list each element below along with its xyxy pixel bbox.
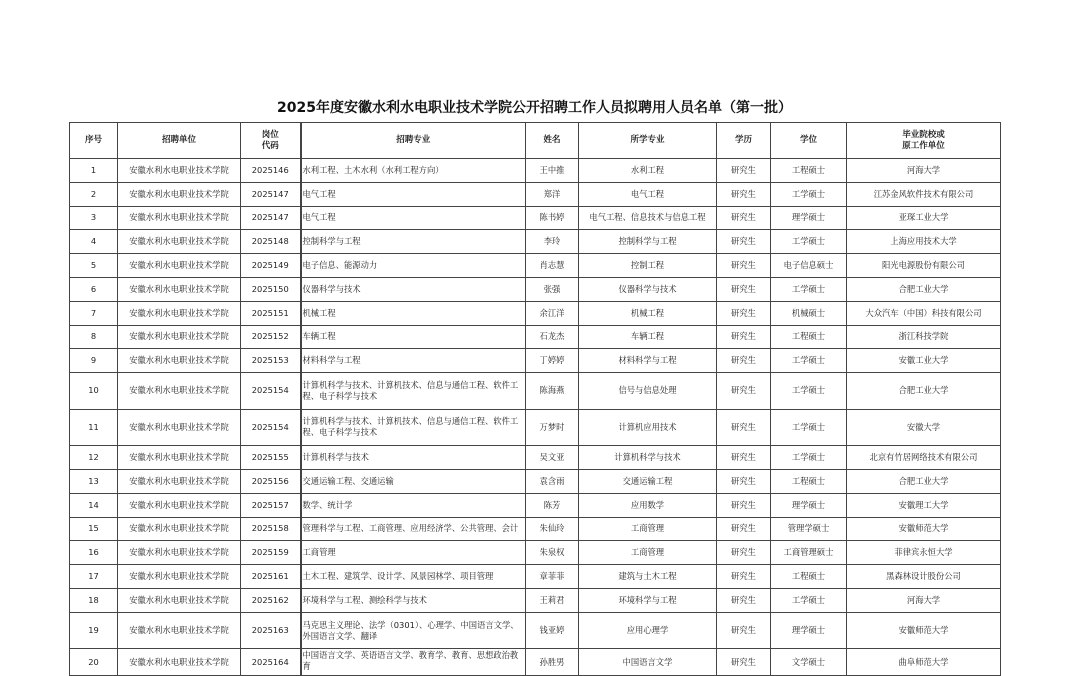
cell-col-degree: 工学硕士 bbox=[771, 409, 847, 446]
cell-col-school: 合肥工业大学 bbox=[847, 277, 1001, 301]
cell-col-required-major: 电子信息、能源动力 bbox=[301, 254, 526, 278]
table-row bbox=[70, 612, 1001, 649]
cell-col-education: 研究生 bbox=[717, 409, 771, 446]
cell-col-required-major: 车辆工程 bbox=[301, 325, 526, 349]
cell-col-index: 19 bbox=[70, 612, 118, 649]
cell-col-school: 曲阜师范大学 bbox=[847, 649, 1001, 676]
cell-col-unit: 安徽水利水电职业技术学院 bbox=[118, 446, 241, 470]
cell-col-studied-major: 信号与信息处理 bbox=[579, 373, 717, 410]
cell-col-post-code: 2025148 bbox=[241, 230, 301, 254]
cell-col-education: 研究生 bbox=[717, 254, 771, 278]
cell-col-post-code: 2025147 bbox=[241, 206, 301, 230]
cell-col-education: 研究生 bbox=[717, 469, 771, 493]
header-col-degree: 学位 bbox=[771, 123, 847, 159]
cell-col-index: 3 bbox=[70, 206, 118, 230]
cell-col-studied-major: 仪器科学与技术 bbox=[579, 277, 717, 301]
cell-col-required-major: 计算机科学与技术、计算机技术、信息与通信工程、软件工程、电子科学与技术 bbox=[301, 409, 526, 446]
cell-col-school: 菲律宾永恒大学 bbox=[847, 541, 1001, 565]
cell-col-index: 8 bbox=[70, 325, 118, 349]
cell-col-index: 20 bbox=[70, 649, 118, 676]
cell-col-name: 吴文亚 bbox=[526, 446, 579, 470]
cell-col-index: 13 bbox=[70, 469, 118, 493]
cell-col-education: 研究生 bbox=[717, 206, 771, 230]
cell-col-name: 张强 bbox=[526, 277, 579, 301]
cell-col-school: 安徽工业大学 bbox=[847, 349, 1001, 373]
cell-col-education: 研究生 bbox=[717, 325, 771, 349]
table-row bbox=[70, 446, 1001, 470]
cell-col-unit: 安徽水利水电职业技术学院 bbox=[118, 325, 241, 349]
cell-col-education: 研究生 bbox=[717, 301, 771, 325]
cell-col-post-code: 2025151 bbox=[241, 301, 301, 325]
cell-col-required-major: 机械工程 bbox=[301, 301, 526, 325]
cell-col-unit: 安徽水利水电职业技术学院 bbox=[118, 206, 241, 230]
cell-col-education: 研究生 bbox=[717, 230, 771, 254]
cell-col-required-major: 中国语言文学、英语语言文学、教育学、教育、思想政治教育 bbox=[301, 649, 526, 676]
cell-col-education: 研究生 bbox=[717, 612, 771, 649]
cell-col-degree: 工学硕士 bbox=[771, 446, 847, 470]
header-col-index: 序号 bbox=[70, 123, 118, 159]
cell-col-school: 江苏金风软件技术有限公司 bbox=[847, 182, 1001, 206]
cell-col-post-code: 2025155 bbox=[241, 446, 301, 470]
cell-col-studied-major: 车辆工程 bbox=[579, 325, 717, 349]
cell-col-index: 7 bbox=[70, 301, 118, 325]
cell-col-unit: 安徽水利水电职业技术学院 bbox=[118, 612, 241, 649]
cell-col-required-major: 材料科学与工程 bbox=[301, 349, 526, 373]
cell-col-studied-major: 工商管理 bbox=[579, 541, 717, 565]
cell-col-school: 黑森林设计股份公司 bbox=[847, 565, 1001, 589]
cell-col-name: 郑洋 bbox=[526, 182, 579, 206]
table-row bbox=[70, 469, 1001, 493]
cell-col-school: 亚琛工业大学 bbox=[847, 206, 1001, 230]
cell-col-index: 9 bbox=[70, 349, 118, 373]
cell-col-post-code: 2025150 bbox=[241, 277, 301, 301]
cell-col-studied-major: 建筑与土木工程 bbox=[579, 565, 717, 589]
cell-col-unit: 安徽水利水电职业技术学院 bbox=[118, 565, 241, 589]
table-header-row bbox=[70, 123, 1001, 159]
cell-col-required-major: 数学、统计学 bbox=[301, 493, 526, 517]
cell-col-index: 12 bbox=[70, 446, 118, 470]
table-row bbox=[70, 230, 1001, 254]
cell-col-unit: 安徽水利水电职业技术学院 bbox=[118, 409, 241, 446]
cell-col-school: 安徽师范大学 bbox=[847, 612, 1001, 649]
cell-col-education: 研究生 bbox=[717, 517, 771, 541]
cell-col-required-major: 仪器科学与技术 bbox=[301, 277, 526, 301]
cell-col-post-code: 2025153 bbox=[241, 349, 301, 373]
table-row bbox=[70, 541, 1001, 565]
cell-col-unit: 安徽水利水电职业技术学院 bbox=[118, 159, 241, 183]
cell-col-name: 钱亚婷 bbox=[526, 612, 579, 649]
cell-col-degree: 工程硕士 bbox=[771, 565, 847, 589]
header-col-studied-major: 所学专业 bbox=[579, 123, 717, 159]
cell-col-name: 丁婷婷 bbox=[526, 349, 579, 373]
cell-col-index: 17 bbox=[70, 565, 118, 589]
table-row bbox=[70, 206, 1001, 230]
hiring-table bbox=[69, 122, 1001, 676]
cell-col-required-major: 环境科学与工程、测绘科学与技术 bbox=[301, 588, 526, 612]
cell-col-school: 安徽理工大学 bbox=[847, 493, 1001, 517]
header-col-unit: 招聘单位 bbox=[118, 123, 241, 159]
table-row bbox=[70, 325, 1001, 349]
cell-col-studied-major: 机械工程 bbox=[579, 301, 717, 325]
cell-col-education: 研究生 bbox=[717, 373, 771, 410]
cell-col-school: 安徽师范大学 bbox=[847, 517, 1001, 541]
header-col-post-code: 岗位 代码 bbox=[241, 123, 301, 159]
cell-col-school: 安徽大学 bbox=[847, 409, 1001, 446]
cell-col-school: 合肥工业大学 bbox=[847, 373, 1001, 410]
table-row bbox=[70, 517, 1001, 541]
cell-col-index: 18 bbox=[70, 588, 118, 612]
cell-col-required-major: 马克思主义理论、法学（0301）、心理学、中国语言文学、外国语言文学、翻译 bbox=[301, 612, 526, 649]
cell-col-education: 研究生 bbox=[717, 277, 771, 301]
cell-col-post-code: 2025162 bbox=[241, 588, 301, 612]
cell-col-name: 袁含雨 bbox=[526, 469, 579, 493]
cell-col-index: 2 bbox=[70, 182, 118, 206]
cell-col-name: 陈芳 bbox=[526, 493, 579, 517]
cell-col-school: 阳光电源股份有限公司 bbox=[847, 254, 1001, 278]
cell-col-studied-major: 电气工程、信息技术与信息工程 bbox=[579, 206, 717, 230]
cell-col-school: 河海大学 bbox=[847, 159, 1001, 183]
cell-col-name: 李玲 bbox=[526, 230, 579, 254]
cell-col-education: 研究生 bbox=[717, 446, 771, 470]
header-col-school: 毕业院校或 原工作单位 bbox=[847, 123, 1001, 159]
cell-col-unit: 安徽水利水电职业技术学院 bbox=[118, 301, 241, 325]
cell-col-required-major: 工商管理 bbox=[301, 541, 526, 565]
cell-col-degree: 工程硕士 bbox=[771, 159, 847, 183]
header-col-required-major: 招聘专业 bbox=[301, 123, 526, 159]
cell-col-school: 河海大学 bbox=[847, 588, 1001, 612]
cell-col-post-code: 2025149 bbox=[241, 254, 301, 278]
cell-col-name: 陈海燕 bbox=[526, 373, 579, 410]
table-row bbox=[70, 649, 1001, 676]
cell-col-name: 朱仙玲 bbox=[526, 517, 579, 541]
cell-col-name: 万梦时 bbox=[526, 409, 579, 446]
table-row bbox=[70, 493, 1001, 517]
cell-col-degree: 电子信息硕士 bbox=[771, 254, 847, 278]
cell-col-degree: 工学硕士 bbox=[771, 277, 847, 301]
cell-col-post-code: 2025164 bbox=[241, 649, 301, 676]
cell-col-required-major: 计算机科学与技术、计算机技术、信息与通信工程、软件工程、电子科学与技术 bbox=[301, 373, 526, 410]
cell-col-name: 孙胜男 bbox=[526, 649, 579, 676]
cell-col-studied-major: 计算机应用技术 bbox=[579, 409, 717, 446]
cell-col-unit: 安徽水利水电职业技术学院 bbox=[118, 254, 241, 278]
table-row bbox=[70, 373, 1001, 410]
cell-col-required-major: 计算机科学与技术 bbox=[301, 446, 526, 470]
cell-col-education: 研究生 bbox=[717, 349, 771, 373]
cell-col-unit: 安徽水利水电职业技术学院 bbox=[118, 469, 241, 493]
cell-col-index: 10 bbox=[70, 373, 118, 410]
cell-col-index: 4 bbox=[70, 230, 118, 254]
cell-col-name: 石龙杰 bbox=[526, 325, 579, 349]
cell-col-unit: 安徽水利水电职业技术学院 bbox=[118, 649, 241, 676]
cell-col-studied-major: 工商管理 bbox=[579, 517, 717, 541]
cell-col-education: 研究生 bbox=[717, 588, 771, 612]
table-row bbox=[70, 182, 1001, 206]
cell-col-unit: 安徽水利水电职业技术学院 bbox=[118, 349, 241, 373]
cell-col-degree: 工学硕士 bbox=[771, 349, 847, 373]
cell-col-index: 6 bbox=[70, 277, 118, 301]
cell-col-name: 余江洋 bbox=[526, 301, 579, 325]
cell-col-degree: 工学硕士 bbox=[771, 373, 847, 410]
document-title: 2025年度安徽水利水电职业技术学院公开招聘工作人员拟聘用人员名单（第一批） bbox=[277, 100, 792, 116]
cell-col-required-major: 土木工程、建筑学、设计学、风景园林学、项目管理 bbox=[301, 565, 526, 589]
cell-col-name: 王莉君 bbox=[526, 588, 579, 612]
cell-col-unit: 安徽水利水电职业技术学院 bbox=[118, 230, 241, 254]
cell-col-post-code: 2025156 bbox=[241, 469, 301, 493]
cell-col-index: 14 bbox=[70, 493, 118, 517]
cell-col-school: 北京有竹居网络技术有限公司 bbox=[847, 446, 1001, 470]
cell-col-post-code: 2025163 bbox=[241, 612, 301, 649]
table-row bbox=[70, 254, 1001, 278]
cell-col-required-major: 电气工程 bbox=[301, 182, 526, 206]
cell-col-degree: 理学硕士 bbox=[771, 612, 847, 649]
cell-col-degree: 管理学硕士 bbox=[771, 517, 847, 541]
table-row bbox=[70, 409, 1001, 446]
cell-col-required-major: 交通运输工程、交通运输 bbox=[301, 469, 526, 493]
cell-col-name: 陈书婷 bbox=[526, 206, 579, 230]
cell-col-name: 王中推 bbox=[526, 159, 579, 183]
cell-col-name: 朱泉权 bbox=[526, 541, 579, 565]
cell-col-post-code: 2025159 bbox=[241, 541, 301, 565]
cell-col-post-code: 2025147 bbox=[241, 182, 301, 206]
cell-col-name: 肖志慧 bbox=[526, 254, 579, 278]
cell-col-post-code: 2025157 bbox=[241, 493, 301, 517]
table-row bbox=[70, 349, 1001, 373]
cell-col-studied-major: 环境科学与工程 bbox=[579, 588, 717, 612]
cell-col-education: 研究生 bbox=[717, 182, 771, 206]
cell-col-index: 16 bbox=[70, 541, 118, 565]
header-col-education: 学历 bbox=[717, 123, 771, 159]
cell-col-unit: 安徽水利水电职业技术学院 bbox=[118, 588, 241, 612]
cell-col-school: 上海应用技术大学 bbox=[847, 230, 1001, 254]
cell-col-degree: 工学硕士 bbox=[771, 230, 847, 254]
cell-col-studied-major: 材料科学与工程 bbox=[579, 349, 717, 373]
cell-col-education: 研究生 bbox=[717, 541, 771, 565]
cell-col-post-code: 2025152 bbox=[241, 325, 301, 349]
cell-col-education: 研究生 bbox=[717, 565, 771, 589]
cell-col-studied-major: 中国语言文学 bbox=[579, 649, 717, 676]
cell-col-studied-major: 水利工程 bbox=[579, 159, 717, 183]
cell-col-degree: 工程硕士 bbox=[771, 325, 847, 349]
cell-col-degree: 工商管理硕士 bbox=[771, 541, 847, 565]
cell-col-required-major: 水利工程、土木水利（水利工程方向） bbox=[301, 159, 526, 183]
cell-col-studied-major: 控制科学与工程 bbox=[579, 230, 717, 254]
cell-col-post-code: 2025154 bbox=[241, 373, 301, 410]
cell-col-school: 合肥工业大学 bbox=[847, 469, 1001, 493]
cell-col-unit: 安徽水利水电职业技术学院 bbox=[118, 493, 241, 517]
cell-col-studied-major: 交通运输工程 bbox=[579, 469, 717, 493]
cell-col-post-code: 2025146 bbox=[241, 159, 301, 183]
cell-col-studied-major: 计算机科学与技术 bbox=[579, 446, 717, 470]
header-col-name: 姓名 bbox=[526, 123, 579, 159]
cell-col-required-major: 电气工程 bbox=[301, 206, 526, 230]
cell-col-degree: 工程硕士 bbox=[771, 469, 847, 493]
cell-col-index: 5 bbox=[70, 254, 118, 278]
cell-col-required-major: 控制科学与工程 bbox=[301, 230, 526, 254]
table-row bbox=[70, 301, 1001, 325]
cell-col-degree: 机械硕士 bbox=[771, 301, 847, 325]
cell-col-studied-major: 电气工程 bbox=[579, 182, 717, 206]
cell-col-education: 研究生 bbox=[717, 159, 771, 183]
cell-col-studied-major: 控制工程 bbox=[579, 254, 717, 278]
cell-col-unit: 安徽水利水电职业技术学院 bbox=[118, 517, 241, 541]
cell-col-degree: 工学硕士 bbox=[771, 588, 847, 612]
table-row bbox=[70, 565, 1001, 589]
cell-col-index: 1 bbox=[70, 159, 118, 183]
cell-col-unit: 安徽水利水电职业技术学院 bbox=[118, 182, 241, 206]
cell-col-degree: 理学硕士 bbox=[771, 206, 847, 230]
cell-col-unit: 安徽水利水电职业技术学院 bbox=[118, 373, 241, 410]
cell-col-education: 研究生 bbox=[717, 649, 771, 676]
table-row bbox=[70, 159, 1001, 183]
cell-col-required-major: 管理科学与工程、工商管理、应用经济学、公共管理、会计 bbox=[301, 517, 526, 541]
cell-col-degree: 工学硕士 bbox=[771, 182, 847, 206]
cell-col-degree: 文学硕士 bbox=[771, 649, 847, 676]
table-row bbox=[70, 588, 1001, 612]
cell-col-post-code: 2025158 bbox=[241, 517, 301, 541]
table-row bbox=[70, 277, 1001, 301]
cell-col-studied-major: 应用心理学 bbox=[579, 612, 717, 649]
cell-col-name: 章菲菲 bbox=[526, 565, 579, 589]
cell-col-school: 大众汽车（中国）科技有限公司 bbox=[847, 301, 1001, 325]
cell-col-education: 研究生 bbox=[717, 493, 771, 517]
cell-col-unit: 安徽水利水电职业技术学院 bbox=[118, 541, 241, 565]
cell-col-post-code: 2025154 bbox=[241, 409, 301, 446]
cell-col-studied-major: 应用数学 bbox=[579, 493, 717, 517]
cell-col-post-code: 2025161 bbox=[241, 565, 301, 589]
cell-col-degree: 理学硕士 bbox=[771, 493, 847, 517]
cell-col-index: 11 bbox=[70, 409, 118, 446]
cell-col-unit: 安徽水利水电职业技术学院 bbox=[118, 277, 241, 301]
cell-col-index: 15 bbox=[70, 517, 118, 541]
cell-col-school: 浙江科技学院 bbox=[847, 325, 1001, 349]
